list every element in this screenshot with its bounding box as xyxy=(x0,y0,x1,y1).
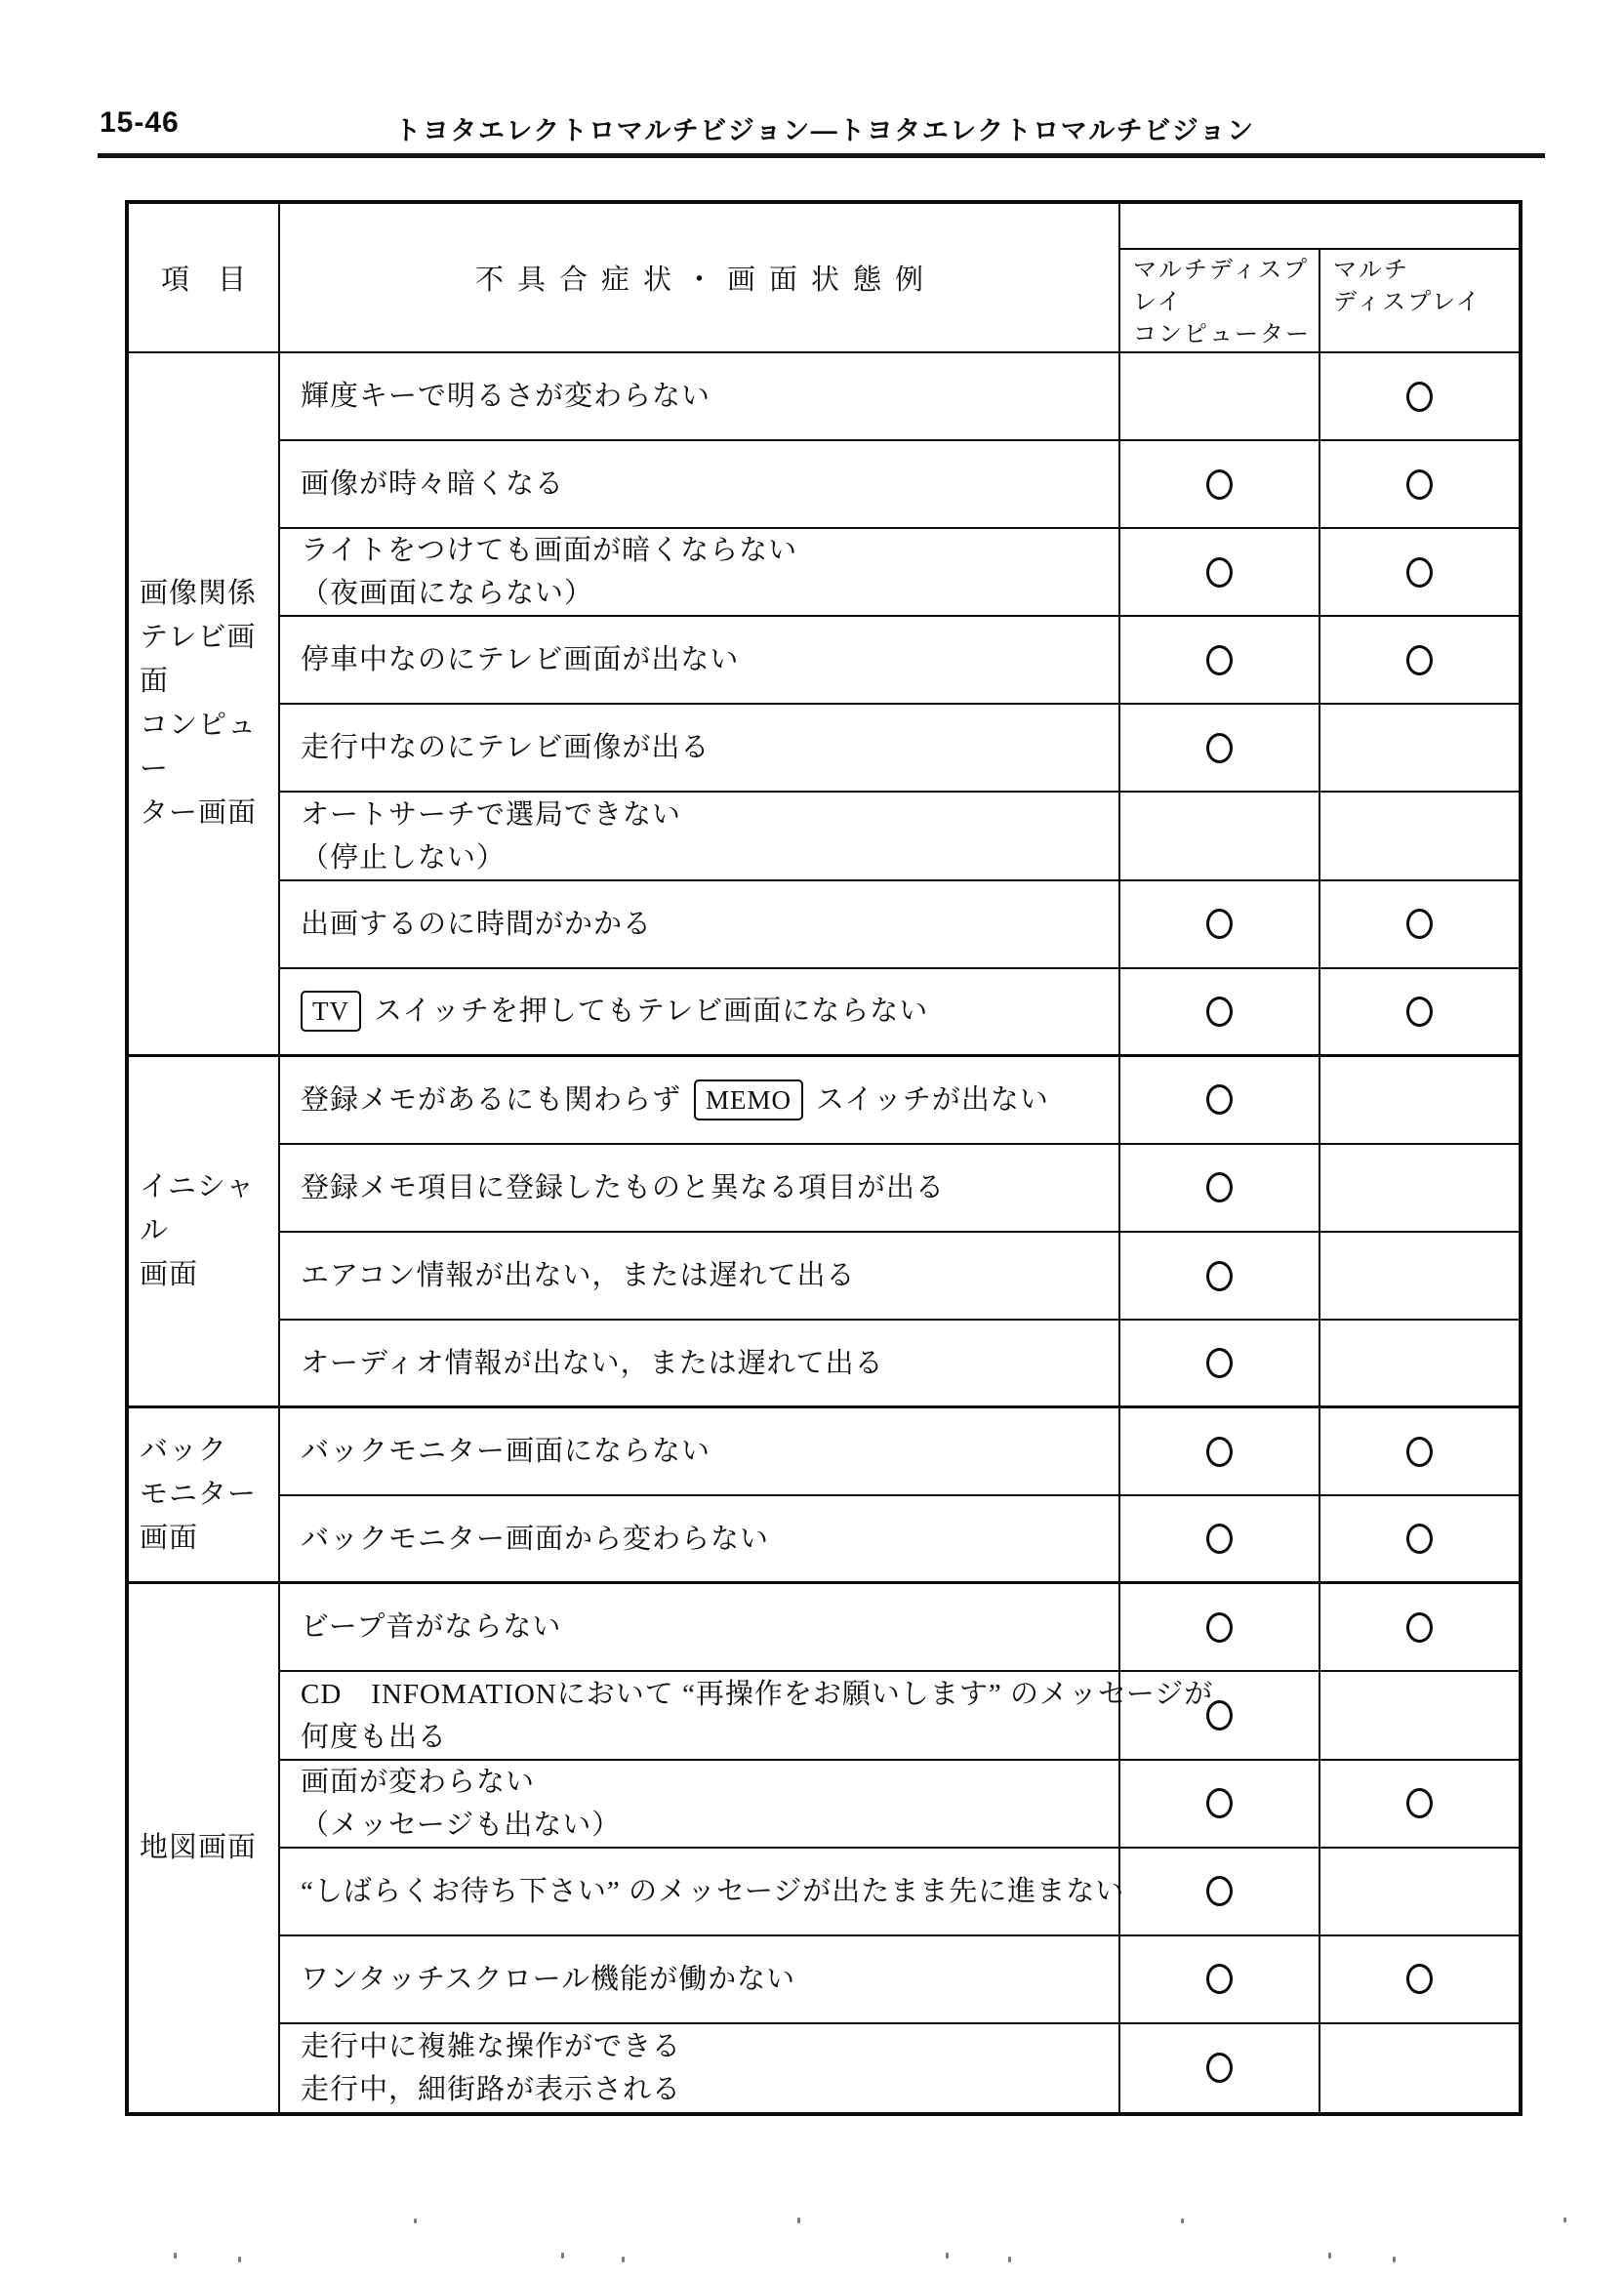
symptom-line xyxy=(301,1518,1111,1561)
mark-cell-multidisplay xyxy=(1320,441,1519,529)
mark-cell-multidisplay xyxy=(1320,1849,1519,1936)
symptom-text: （夜画面にならない） xyxy=(301,578,594,610)
mark-cell-multidisplay xyxy=(1320,1321,1519,1408)
symptom-line xyxy=(301,1254,1111,1297)
symptom-cell xyxy=(280,969,1120,1057)
symptom-text: （停止しない） xyxy=(301,841,507,874)
mark-cell-multidisplay xyxy=(1320,1672,1519,1760)
circle-mark xyxy=(1206,1348,1233,1378)
category-cell xyxy=(129,1057,280,1408)
symptom-cell xyxy=(280,353,1120,441)
symptom-text: ビープ音がならない xyxy=(301,1611,562,1644)
symptom-text: 画像が時々暗くなる xyxy=(301,468,565,501)
symptom-cell xyxy=(280,529,1120,617)
symptom-text: 登録メモがあるにも関わらず xyxy=(301,1083,682,1116)
circle-mark xyxy=(1206,1876,1233,1906)
switch-key-box: TV xyxy=(301,991,361,1032)
circle-mark xyxy=(1206,997,1233,1027)
mark-cell-multidisplay-computer xyxy=(1120,1408,1320,1496)
circle-mark xyxy=(1206,1084,1233,1115)
symptom-cell xyxy=(280,705,1120,793)
circle-mark xyxy=(1406,1612,1433,1643)
circle-mark xyxy=(1406,909,1433,939)
mark-cell-multidisplay xyxy=(1320,969,1519,1057)
mark-cell-multidisplay xyxy=(1320,2024,1519,2112)
symptom-line xyxy=(301,903,1111,946)
header-rule xyxy=(98,153,1545,158)
category-cell xyxy=(129,1584,280,2112)
symptom-cell xyxy=(280,1849,1125,1936)
circle-mark xyxy=(1406,1524,1433,1554)
mark-cell-multidisplay-computer xyxy=(1120,1584,1320,1672)
symptom-cell xyxy=(280,1321,1120,1408)
category-label-line: テレビ画面 xyxy=(140,621,257,697)
circle-mark xyxy=(1206,1788,1233,1818)
category-label-line: ター画面 xyxy=(140,796,258,829)
category-cell xyxy=(129,353,280,1057)
symptom-text: スイッチを押してもテレビ画面にならない xyxy=(374,996,929,1028)
symptom-text: 何度も出る xyxy=(301,1721,448,1753)
circle-mark xyxy=(1406,1964,1433,1994)
symptom-line xyxy=(301,1079,1111,1121)
category-label-line: 地図画面 xyxy=(140,1832,258,1864)
circle-mark xyxy=(1206,909,1233,939)
symptom-cell xyxy=(280,617,1120,705)
mark-cell-multidisplay-computer xyxy=(1120,1233,1320,1321)
symptom-text: ワンタッチスクロール機能が働かない xyxy=(301,1963,796,1995)
circle-mark xyxy=(1406,469,1433,500)
mark-cell-multidisplay xyxy=(1320,1233,1519,1321)
col-header-right-block xyxy=(1120,204,1519,353)
symptom-line xyxy=(301,375,1111,418)
circle-mark xyxy=(1206,1261,1233,1291)
mark-cell-multidisplay-computer xyxy=(1120,705,1320,793)
circle-mark xyxy=(1206,1524,1233,1554)
col-header-multidisplay xyxy=(1320,250,1519,351)
symptom-line xyxy=(301,529,1111,572)
symptom-line xyxy=(301,1606,1111,1649)
col-header-sub-row xyxy=(1120,250,1519,351)
circle-mark xyxy=(1206,733,1233,763)
symptom-text: “しばらくお待ち下さい” のメッセージが出たまま先に進まない xyxy=(301,1875,1125,1907)
circle-mark xyxy=(1406,382,1433,412)
mark-cell-multidisplay-computer xyxy=(1120,441,1320,529)
col-header-symptom: 不具合症状・画面状態例 xyxy=(280,204,1120,353)
circle-mark xyxy=(1206,1964,1233,1994)
mark-cell-multidisplay-computer xyxy=(1120,793,1320,880)
mark-cell-multidisplay-computer xyxy=(1120,529,1320,617)
mark-cell-multidisplay-computer xyxy=(1120,969,1320,1057)
symptom-line xyxy=(301,1166,1111,1209)
mark-cell-multidisplay-computer xyxy=(1120,1849,1320,1936)
symptom-cell xyxy=(280,1233,1120,1321)
circle-mark xyxy=(1206,1612,1233,1643)
col-header-line: ディスプレイ xyxy=(1333,290,1482,315)
symptom-cell xyxy=(280,441,1120,529)
symptom-line xyxy=(301,836,1111,879)
col-header-item: 項 目 xyxy=(129,204,280,353)
category-label-line: バック xyxy=(140,1435,228,1467)
symptom-line xyxy=(301,1716,1111,1759)
symptom-text: 停車中なのにテレビ画面が出ない xyxy=(301,644,740,676)
symptom-text: （メッセージも出ない） xyxy=(301,1809,622,1841)
category-label-line: モニター xyxy=(140,1479,258,1511)
mark-cell-multidisplay-computer xyxy=(1120,1672,1320,1760)
mark-cell-multidisplay-computer xyxy=(1120,1321,1320,1408)
symptom-text: スイッチが出ない xyxy=(816,1083,1049,1116)
symptom-cell xyxy=(280,2024,1120,2112)
mark-cell-multidisplay xyxy=(1320,793,1519,880)
symptom-cell xyxy=(280,1408,1120,1496)
mark-cell-multidisplay-computer xyxy=(1120,1057,1320,1145)
mark-cell-multidisplay xyxy=(1320,617,1519,705)
circle-mark xyxy=(1406,1788,1433,1818)
category-label-line: 画面 xyxy=(140,1258,199,1290)
mark-cell-multidisplay-computer xyxy=(1120,1936,1320,2024)
symptom-line xyxy=(301,726,1111,769)
mark-cell-multidisplay-computer xyxy=(1120,2024,1320,2112)
mark-cell-multidisplay xyxy=(1320,1584,1519,1672)
symptom-line xyxy=(301,2025,1111,2068)
symptom-cell xyxy=(280,881,1120,969)
symptom-line xyxy=(301,2068,1111,2111)
mark-cell-multidisplay-computer xyxy=(1120,1761,1320,1849)
category-label-line: コンピュー xyxy=(140,709,258,785)
symptom-line xyxy=(301,794,1111,836)
mark-cell-multidisplay-computer xyxy=(1120,353,1320,441)
symptom-line xyxy=(301,1342,1111,1385)
circle-mark xyxy=(1406,1437,1433,1467)
symptom-text: 出画するのに時間がかかる xyxy=(301,908,653,940)
symptom-text: オーディオ情報が出ない，または遅れて出る xyxy=(301,1347,884,1379)
circle-mark xyxy=(1206,645,1233,675)
circle-mark xyxy=(1206,1172,1233,1202)
symptom-line xyxy=(301,1761,1111,1804)
circle-mark xyxy=(1206,1437,1233,1467)
symptom-text: 輝度キーで明るさが変わらない xyxy=(301,381,711,413)
page-header-title: トヨタエレクトロマルチビジョン—トヨタエレクトロマルチビジョン xyxy=(394,116,1255,145)
mark-cell-multidisplay xyxy=(1320,1761,1519,1849)
symptom-cell xyxy=(280,1584,1120,1672)
mark-cell-multidisplay xyxy=(1320,1408,1519,1496)
symptom-text: エアコン情報が出ない，または遅れて出る xyxy=(301,1260,856,1292)
page-number: 15-46 xyxy=(100,106,180,139)
symptom-cell xyxy=(280,1936,1120,2024)
col-header-multidisplay-computer xyxy=(1120,250,1320,351)
circle-mark xyxy=(1206,2053,1233,2083)
symptom-text: 走行中に複雑な操作ができる xyxy=(301,2030,682,2062)
col-header-empty-cell xyxy=(1120,204,1519,250)
category-label-line: 画像関係 xyxy=(140,577,258,609)
symptom-line xyxy=(301,1430,1111,1473)
symptom-line xyxy=(301,1870,1125,1913)
symptom-cell xyxy=(280,793,1120,880)
category-cell xyxy=(129,1408,280,1584)
category-label-line: イニシャル xyxy=(140,1170,256,1246)
symptom-line xyxy=(301,638,1111,681)
mark-cell-multidisplay-computer xyxy=(1120,881,1320,969)
mark-cell-multidisplay xyxy=(1320,705,1519,793)
mark-cell-multidisplay xyxy=(1320,1496,1519,1584)
mark-cell-multidisplay xyxy=(1320,529,1519,617)
symptom-text: CD INFOMATIONにおいて “再操作をお願いします” のメッセージが xyxy=(301,1678,1214,1710)
circle-mark xyxy=(1206,1700,1233,1730)
symptom-table xyxy=(125,200,1522,2116)
symptom-cell xyxy=(280,1496,1120,1584)
switch-key-box: MEMO xyxy=(694,1079,803,1120)
mark-cell-multidisplay-computer xyxy=(1120,1145,1320,1233)
symptom-line xyxy=(301,572,1111,615)
symptom-line xyxy=(301,1673,1214,1716)
symptom-text: 画面が変わらない xyxy=(301,1766,536,1798)
mark-cell-multidisplay-computer xyxy=(1120,1496,1320,1584)
symptom-line xyxy=(301,990,1111,1033)
circle-mark xyxy=(1206,469,1233,500)
category-label-line: 画面 xyxy=(140,1523,199,1555)
symptom-text: バックモニター画面から変わらない xyxy=(301,1523,770,1555)
symptom-text: 登録メモ項目に登録したものと異なる項目が出る xyxy=(301,1171,946,1203)
circle-mark xyxy=(1406,645,1433,675)
symptom-text: 走行中，細街路が表示される xyxy=(301,2073,682,2105)
mark-cell-multidisplay-computer xyxy=(1120,617,1320,705)
circle-mark xyxy=(1406,557,1433,588)
symptom-text: 走行中なのにテレビ画像が出る xyxy=(301,732,710,764)
symptom-line xyxy=(301,1958,1111,2001)
col-header-line: コンピューター xyxy=(1133,322,1311,347)
symptom-text: ライトをつけても画面が暗くならない xyxy=(301,535,798,567)
mark-cell-multidisplay xyxy=(1320,1936,1519,2024)
symptom-line xyxy=(301,1804,1111,1847)
col-header-line: マルチ xyxy=(1333,258,1409,283)
symptom-cell xyxy=(280,1672,1214,1760)
mark-cell-multidisplay xyxy=(1320,1145,1519,1233)
circle-mark xyxy=(1406,997,1433,1027)
symptom-cell xyxy=(280,1761,1120,1849)
mark-cell-multidisplay xyxy=(1320,881,1519,969)
mark-cell-multidisplay xyxy=(1320,1057,1519,1145)
circle-mark xyxy=(1206,557,1233,588)
mark-cell-multidisplay xyxy=(1320,353,1519,441)
symptom-line xyxy=(301,463,1111,506)
symptom-cell xyxy=(280,1145,1120,1233)
col-header-line: マルチディスプレイ xyxy=(1133,258,1310,315)
symptom-text: バックモニター画面にならない xyxy=(301,1436,711,1468)
symptom-text: オートサーチで選局できない xyxy=(301,798,682,831)
symptom-cell xyxy=(280,1057,1120,1145)
